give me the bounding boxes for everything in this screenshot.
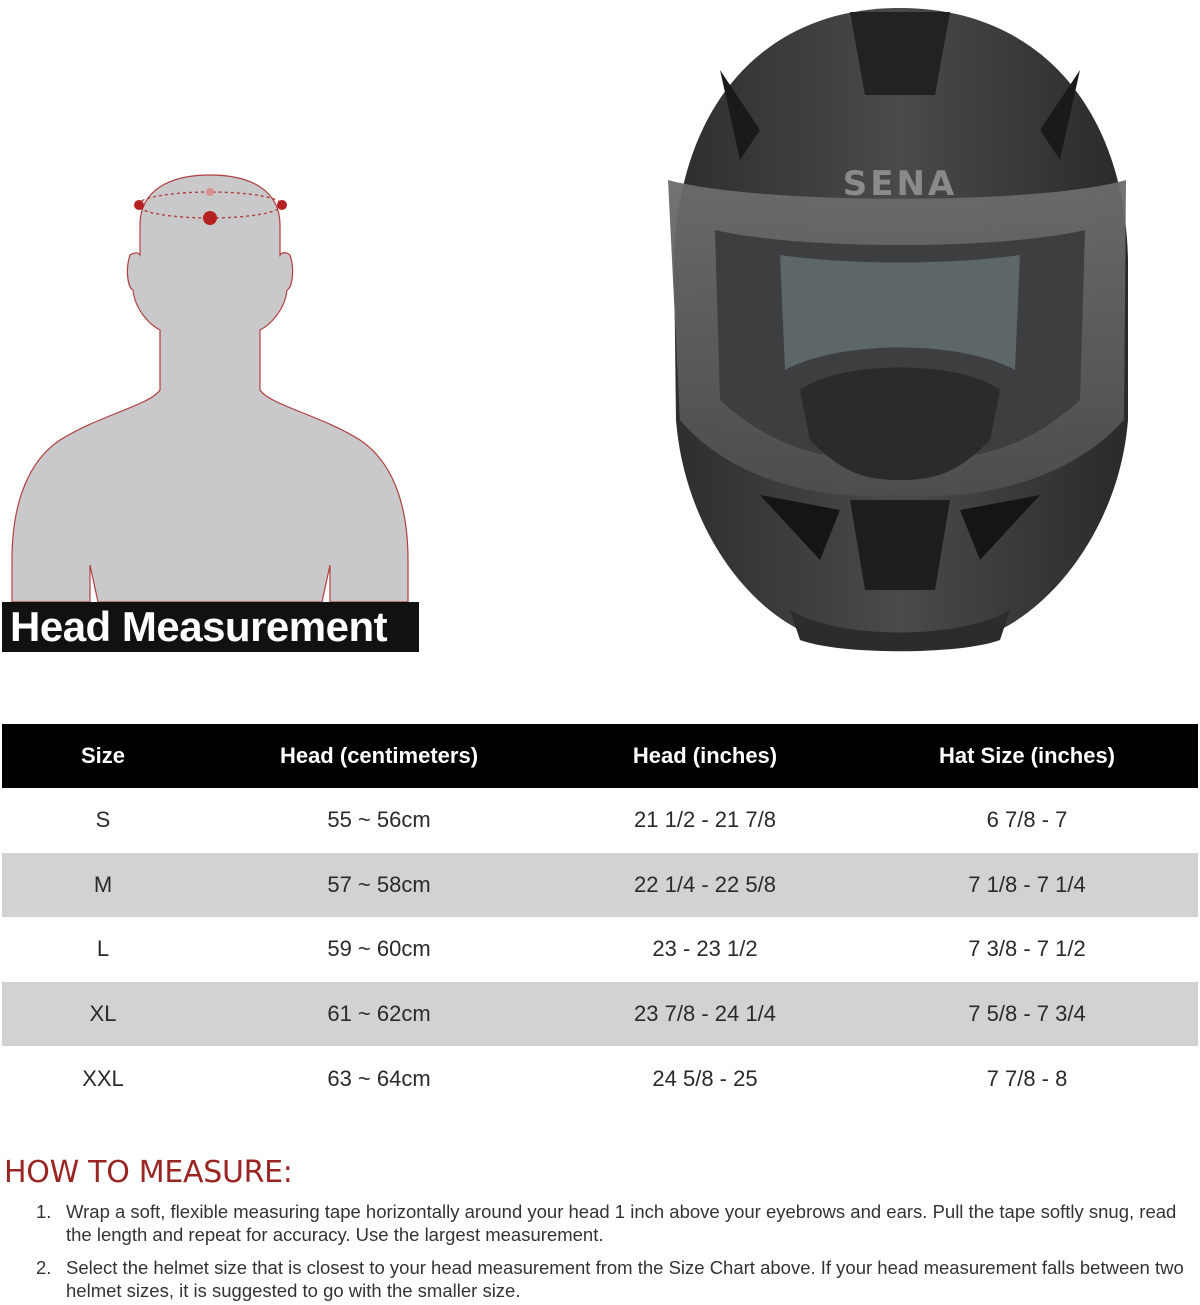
table-row: [2, 917, 1198, 982]
hat-size-cell: 7 1/8 - 7 1/4: [968, 871, 1086, 897]
size-cell: M: [93, 871, 113, 897]
header-hat-size: Hat Size (inches): [938, 743, 1116, 768]
size-cell: S: [95, 807, 111, 833]
step-text: Wrap a soft, flexible measuring tape horizontally around your head 1 inch above your eyebrows and ears. Pull the tape softly snug, read the length and repeat for accuracy. Use the largest measurement.: [66, 1201, 1177, 1245]
header-head-inches: Head (inches): [632, 743, 778, 768]
head-inches-cell: 23 - 23 1/2: [652, 936, 758, 962]
hat-size-cell: 7 7/8 - 8: [986, 1065, 1068, 1091]
how-to-measure-title: HOW TO MEASURE:: [4, 1155, 293, 1190]
size-cell: L: [96, 936, 110, 962]
list-item: [36, 1200, 1196, 1246]
head-cm-cell: 61 ~ 62cm: [327, 1001, 431, 1027]
header-size: Size: [80, 743, 126, 768]
step-number: 2.: [36, 1257, 52, 1278]
head-cm-cell: 55 ~ 56cm: [327, 807, 431, 833]
step-number: 1.: [36, 1201, 52, 1222]
head-cm-cell: 57 ~ 58cm: [327, 871, 431, 897]
head-inches-cell: 22 1/4 - 22 5/8: [634, 871, 776, 897]
brand-logo: SENA: [842, 164, 958, 204]
table-row: [2, 982, 1198, 1047]
measure-steps-list: [36, 1200, 1196, 1305]
table-row: [2, 1046, 1198, 1111]
hat-size-cell: 7 5/8 - 7 3/4: [968, 1001, 1086, 1027]
table-row: [2, 853, 1198, 918]
size-cell: XXL: [82, 1065, 124, 1091]
table-header-row: [2, 724, 1198, 788]
hat-size-cell: 7 3/8 - 7 1/2: [968, 936, 1086, 962]
hat-size-cell: 6 7/8 - 7: [986, 807, 1068, 833]
head-measurement-label: Head Measurement: [2, 602, 419, 652]
list-item: [36, 1256, 1196, 1302]
step-text: Select the helmet size that is closest to your head measurement from the Size Chart above. If your head measurement falls between two helmet sizes, it is suggested to go with the smaller size.: [66, 1257, 1184, 1301]
head-cm-cell: 63 ~ 64cm: [327, 1065, 431, 1091]
head-inches-cell: 23 7/8 - 24 1/4: [634, 1001, 776, 1027]
size-cell: XL: [89, 1001, 117, 1027]
header-head-cm: Head (centimeters): [279, 743, 479, 768]
table-row: [2, 788, 1198, 853]
size-chart-table: [2, 724, 1198, 1111]
head-measurement-figure: [0, 150, 430, 650]
head-inches-cell: 24 5/8 - 25: [652, 1065, 758, 1091]
head-inches-cell: 21 1/2 - 21 7/8: [634, 807, 776, 833]
helmet-image: [640, 0, 1140, 660]
head-cm-cell: 59 ~ 60cm: [327, 936, 431, 962]
